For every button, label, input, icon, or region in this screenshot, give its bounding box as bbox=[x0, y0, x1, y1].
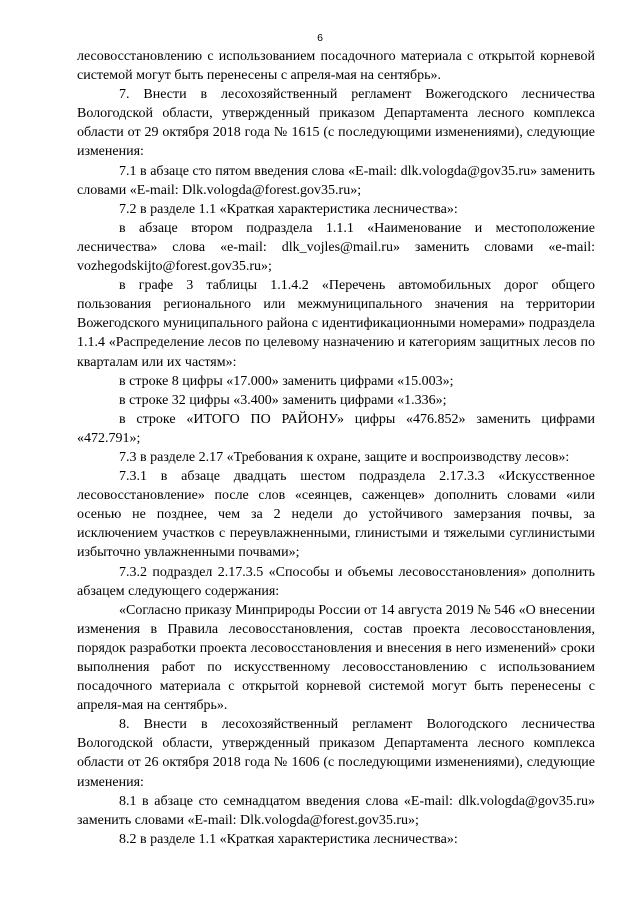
paragraph: лесовосстановлению с использованием посадочного материала с открытой корневой системой могут быть перенесены с апреля-мая на сентябрь». bbox=[77, 49, 595, 84]
paragraph: в абзаце втором подраздела 1.1.1 «Наименование и местоположение лесничества» слова «e-mail: dlk_vojles@mail.ru» заменить словами «e-mail: vozhegodskijto@forest.gov35.ru»; bbox=[77, 220, 595, 275]
paragraph: 7.3.2 подраздел 2.17.3.5 «Способы и объемы лесовосстановления» дополнить абзацем следующего содержания: bbox=[77, 564, 595, 599]
paragraph: 7.3 в разделе 2.17 «Требования к охране, защите и воспроизводству лесов»: bbox=[119, 449, 570, 465]
paragraph: в графе 3 таблицы 1.1.4.2 «Перечень автомобильных дорог общего пользования регионального или межмуниципального значения на территории Вожегодского муниципального района с идентификационными номерами» подраздела 1.1.4 «Распределение лесов по целевому назначению и категориям защитных лесов по кварталам или их частям»: bbox=[77, 278, 595, 370]
paragraph: 7.2 в разделе 1.1 «Краткая характеристика лесничества»: bbox=[119, 201, 458, 217]
paragraph: в строке 32 цифры «3.400» заменить цифрами «1.336»; bbox=[119, 392, 447, 408]
paragraph: в строке «ИТОГО ПО РАЙОНУ» цифры «476.852» заменить цифрами «472.791»; bbox=[77, 411, 595, 446]
paragraph: 8.2 в разделе 1.1 «Краткая характеристика лесничества»: bbox=[119, 831, 458, 847]
paragraph: «Согласно приказу Минприроды России от 14 августа 2019 № 546 «О внесении изменения в Правила лесовосстановления, состав проекта лесовосстановления, порядок разработки проекта лесовосстановления и внесения в него изменений» сроки выполнения работ по искусственному лесовосстановлению с использованием посадочного материала с открытой корневой системой могут быть перенесены с апреля-мая на сентябрь». bbox=[77, 602, 595, 714]
paragraph: 7.1 в абзаце сто пятом введения слова «E-mail: dlk.vologda@gov35.ru» заменить словами «E-mail: Dlk.vologda@forest.gov35.ru»; bbox=[77, 163, 595, 198]
paragraph: 8. Внести в лесохозяйственный регламент Вологодского лесничества Вологодской области, утвержденный приказом Департамента лесного комплекса области от 26 октября 2018 года № 1606 (с последующими изменениями), следующие изменения: bbox=[77, 717, 595, 790]
paragraph: 7. Внести в лесохозяйственный регламент Вожегодского лесничества Вологодской области, утвержденный приказом Департамента лесного комплекса области от 29 октября 2018 года № 1615 (с последующими изменениями), следующие изменения: bbox=[77, 87, 595, 160]
page-number: 6 bbox=[317, 32, 323, 44]
paragraph: в строке 8 цифры «17.000» заменить цифрами «15.003»; bbox=[119, 373, 454, 389]
paragraph: 7.3.1 в абзаце двадцать шестом подраздела 2.17.3.3 «Искусственное лесовосстановление» после слов «сеянцев, саженцев» дополнить словами «или осенью не позднее, чем за 2 недели до устойчивого замерзания почвы, за исключением участков с переувлажненными, глинистыми и тяжелыми суглинистыми избыточно увлажненными почвами»; bbox=[77, 469, 595, 561]
paragraph: 8.1 в абзаце сто семнадцатом введения слова «E-mail: dlk.vologda@gov35.ru» заменить словами «E-mail: Dlk.vologda@forest.gov35.ru»; bbox=[77, 793, 595, 828]
document-body bbox=[77, 47, 595, 849]
